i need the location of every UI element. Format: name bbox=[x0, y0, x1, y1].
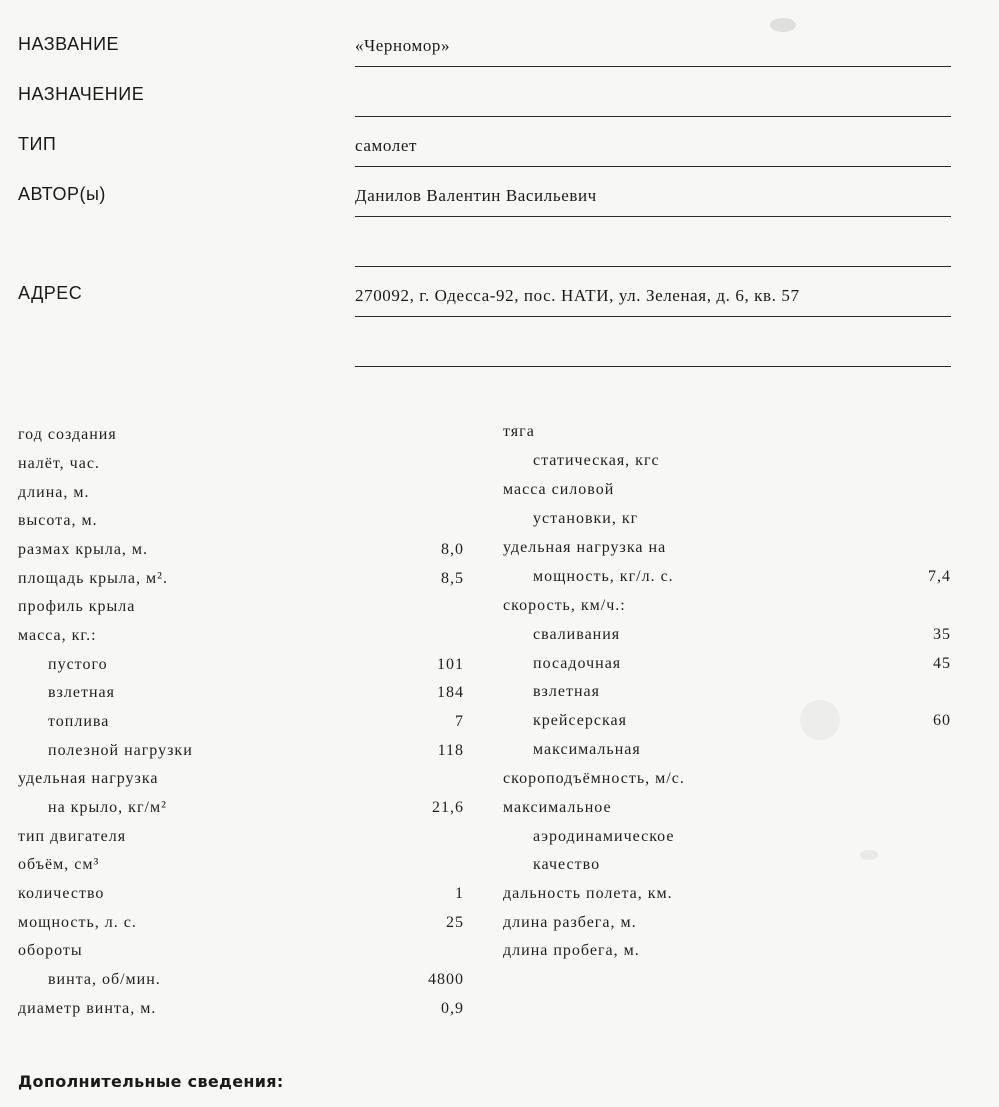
spec-label: топлива bbox=[48, 713, 110, 730]
spec-row bbox=[18, 426, 464, 452]
spec-row bbox=[18, 885, 464, 911]
spec-label: на крыло, кг/м² bbox=[48, 799, 167, 816]
spec-label: сваливания bbox=[533, 626, 621, 643]
spec-label: количество bbox=[18, 885, 105, 902]
spec-row bbox=[503, 770, 951, 796]
spec-row bbox=[503, 597, 951, 623]
spec-label: взлетная bbox=[533, 683, 600, 700]
scan-speck bbox=[770, 18, 796, 32]
spec-row bbox=[18, 541, 464, 567]
spec-row bbox=[503, 568, 951, 594]
spec-row bbox=[18, 856, 464, 882]
spec-value: 8,0 bbox=[441, 541, 464, 558]
spec-label: профиль крыла bbox=[18, 598, 136, 615]
spec-label: мощность, кг/л. с. bbox=[533, 568, 674, 585]
address-label: АДРЕС bbox=[18, 283, 83, 303]
address-rule-extra bbox=[355, 366, 951, 367]
spec-label: обороты bbox=[18, 942, 83, 959]
spec-row bbox=[503, 942, 951, 968]
spec-value: 60 bbox=[933, 712, 951, 729]
spec-label: объём, см³ bbox=[18, 856, 100, 873]
name-label: НАЗВАНИЕ bbox=[18, 34, 120, 54]
spec-row bbox=[18, 799, 464, 825]
authors-rule-extra bbox=[355, 266, 951, 267]
spec-label: винта, об/мин. bbox=[48, 971, 161, 988]
spec-value: 0,9 bbox=[441, 1000, 464, 1017]
spec-row bbox=[503, 741, 951, 767]
spec-value: 21,6 bbox=[432, 799, 464, 816]
spec-value: 45 bbox=[933, 655, 951, 672]
spec-label: размах крыла, м. bbox=[18, 541, 149, 558]
spec-row bbox=[18, 656, 464, 682]
spec-row bbox=[18, 455, 464, 481]
spec-row bbox=[18, 484, 464, 510]
spec-label: взлетная bbox=[48, 684, 115, 701]
spec-row bbox=[503, 481, 951, 507]
spec-label: площадь крыла, м². bbox=[18, 570, 168, 587]
spec-label: полезной нагрузки bbox=[48, 742, 193, 759]
spec-label: качество bbox=[533, 856, 601, 873]
additional-info-label: Дополнительные сведения: bbox=[18, 1072, 284, 1091]
spec-row bbox=[503, 828, 951, 854]
spec-label: год создания bbox=[18, 426, 117, 443]
spec-row bbox=[503, 423, 951, 449]
spec-label: скороподъёмность, м/с. bbox=[503, 770, 685, 787]
spec-value: 101 bbox=[437, 656, 464, 673]
address-rule bbox=[355, 316, 951, 317]
spec-row bbox=[18, 914, 464, 940]
spec-value: 4800 bbox=[428, 971, 464, 988]
spec-row bbox=[503, 856, 951, 882]
spec-row bbox=[503, 799, 951, 825]
authors-value: Данилов Валентин Васильевич bbox=[355, 186, 597, 205]
spec-row bbox=[18, 684, 464, 710]
authors-label: АВТОР(ы) bbox=[18, 184, 106, 204]
spec-label: мощность, л. с. bbox=[18, 914, 137, 931]
spec-label: высота, м. bbox=[18, 512, 98, 529]
spec-value: 7 bbox=[455, 713, 464, 730]
spec-row bbox=[18, 627, 464, 653]
spec-value: 1 bbox=[455, 885, 464, 902]
spec-row bbox=[503, 510, 951, 536]
name-rule bbox=[355, 66, 951, 67]
spec-row bbox=[18, 598, 464, 624]
spec-label: установки, кг bbox=[533, 510, 639, 527]
spec-row bbox=[503, 655, 951, 681]
spec-label: дальность полета, км. bbox=[503, 885, 673, 902]
type-label: ТИП bbox=[18, 134, 57, 154]
spec-value: 8,5 bbox=[441, 570, 464, 587]
spec-row bbox=[503, 452, 951, 478]
spec-row bbox=[18, 942, 464, 968]
spec-label: длина, м. bbox=[18, 484, 90, 501]
spec-row bbox=[503, 683, 951, 709]
spec-label: максимальная bbox=[533, 741, 641, 758]
spec-row bbox=[503, 914, 951, 940]
spec-label: длина пробега, м. bbox=[503, 942, 640, 959]
spec-row bbox=[18, 570, 464, 596]
type-rule bbox=[355, 166, 951, 167]
spec-label: масса, кг.: bbox=[18, 627, 97, 644]
spec-value: 7,4 bbox=[928, 568, 951, 585]
spec-label: тяга bbox=[503, 423, 535, 440]
spec-label: тип двигателя bbox=[18, 828, 127, 845]
spec-row bbox=[18, 1000, 464, 1026]
spec-value: 184 bbox=[437, 684, 464, 701]
spec-row bbox=[18, 971, 464, 997]
spec-label: крейсерская bbox=[533, 712, 627, 729]
type-value: самолет bbox=[355, 136, 417, 155]
spec-label: максимальное bbox=[503, 799, 612, 816]
spec-row bbox=[18, 770, 464, 796]
address-value: 270092, г. Одесса-92, пос. НАТИ, ул. Зеленая, д. 6, кв. 57 bbox=[355, 286, 800, 305]
spec-row bbox=[18, 828, 464, 854]
spec-row bbox=[18, 742, 464, 768]
spec-label: масса силовой bbox=[503, 481, 615, 498]
spec-row bbox=[18, 713, 464, 739]
spec-label: статическая, кгс bbox=[533, 452, 660, 469]
spec-label: посадочная bbox=[533, 655, 622, 672]
spec-value: 35 bbox=[933, 626, 951, 643]
spec-value: 118 bbox=[437, 742, 464, 759]
spec-row bbox=[503, 539, 951, 565]
name-value: «Черномор» bbox=[355, 36, 451, 55]
authors-rule bbox=[355, 216, 951, 217]
spec-label: налёт, час. bbox=[18, 455, 100, 472]
purpose-label: НАЗНАЧЕНИЕ bbox=[18, 84, 145, 104]
spec-value: 25 bbox=[446, 914, 464, 931]
spec-label: диаметр винта, м. bbox=[18, 1000, 157, 1017]
spec-label: длина разбега, м. bbox=[503, 914, 637, 931]
spec-label: аэродинамическое bbox=[533, 828, 675, 845]
spec-label: скорость, км/ч.: bbox=[503, 597, 626, 614]
spec-label: удельная нагрузка на bbox=[503, 539, 667, 556]
spec-row bbox=[503, 626, 951, 652]
spec-row bbox=[503, 712, 951, 738]
spec-row bbox=[18, 512, 464, 538]
spec-label: пустого bbox=[48, 656, 108, 673]
spec-label: удельная нагрузка bbox=[18, 770, 159, 787]
purpose-rule bbox=[355, 116, 951, 117]
spec-row bbox=[503, 885, 951, 911]
